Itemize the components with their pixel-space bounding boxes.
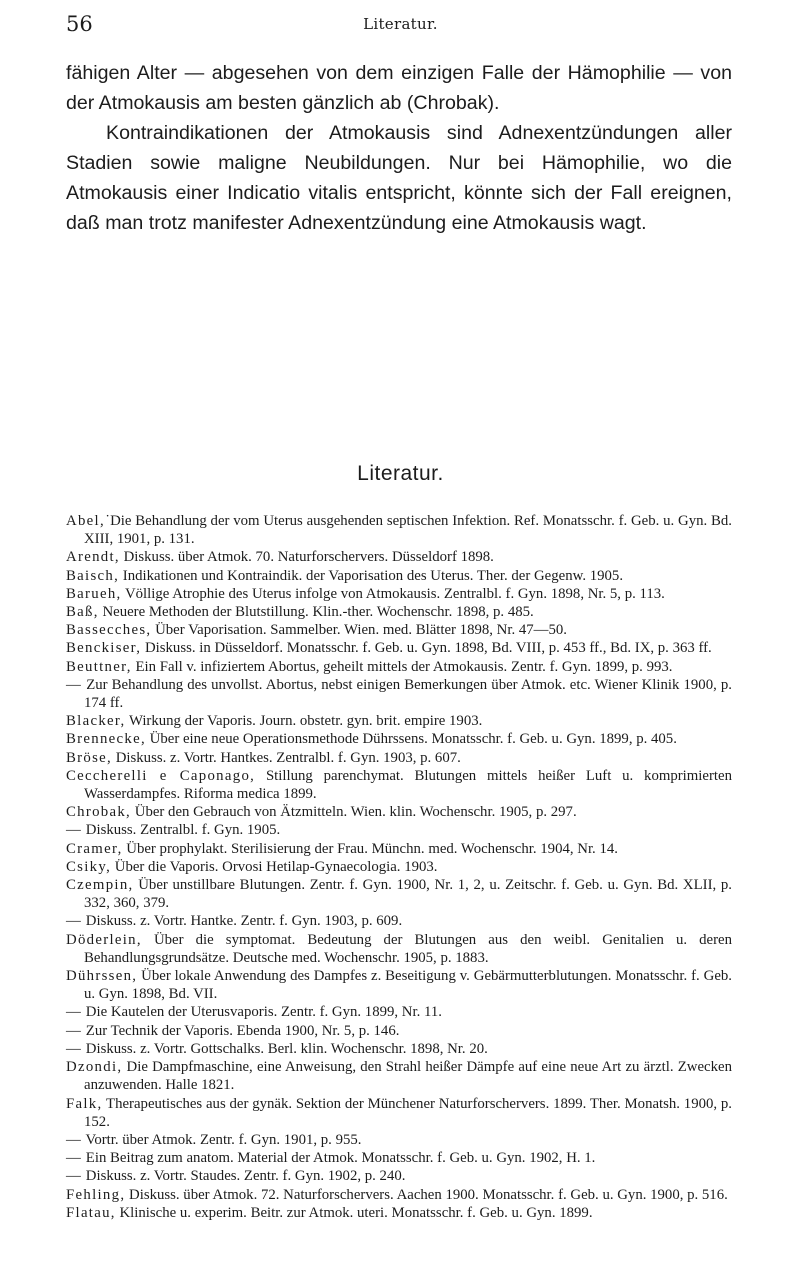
reference-text: Über lokale Anwendung des Dampfes z. Beseitigung v. Gebärmutterblutungen. Monatsschr. f. Geb. u. Gyn. 1898, Bd. VII. <box>84 968 732 1003</box>
reference-text: Über den Gebrauch von Ätzmitteln. Wien. klin. Wochenschr. 1905, p. 297. <box>131 804 577 821</box>
reference-author: Benckiser, <box>66 640 142 657</box>
reference-text: Zur Technik der Vaporis. Ebenda 1900, Nr. 5, p. 146. <box>82 1022 400 1039</box>
reference-author: Bröse, <box>66 749 113 766</box>
reference-entry <box>66 1149 732 1167</box>
reference-text: Therapeutisches aus der gynäk. Sektion der Münchener Naturforschervers. 1899. Ther. Monatsh. 1900, p. 152. <box>84 1095 732 1130</box>
reference-author: — <box>66 1131 83 1148</box>
page-header <box>0 12 801 38</box>
reference-author: Dührssen, <box>66 968 138 985</box>
reference-text: Diskuss. z. Vortr. Gottschalks. Berl. klin. Wochenschr. 1898, Nr. 20. <box>82 1040 488 1057</box>
reference-entry <box>66 712 732 730</box>
reference-text: Die Kautelen der Uterusvaporis. Zentr. f. Gyn. 1899, Nr. 11. <box>82 1004 442 1021</box>
reference-author: — <box>66 1168 83 1185</box>
reference-author: — <box>66 1004 83 1021</box>
reference-entry <box>66 585 732 603</box>
reference-author: Bassecches, <box>66 622 152 639</box>
reference-entry <box>66 803 732 821</box>
reference-text: Die Dampfmaschine, eine Anweisung, den Strahl heißer Dämpfe auf eine neue Art zu ärztl. Zwecken anzuwenden. Halle 1821. <box>84 1059 732 1094</box>
reference-text: Diskuss. Zentralbl. f. Gyn. 1905. <box>82 822 281 839</box>
reference-entry <box>66 767 732 803</box>
reference-entry <box>66 967 732 1003</box>
reference-text: Diskuss. über Atmok. 72. Naturforschervers. Aachen 1900. Monatsschr. f. Geb. u. Gyn. 1900, p. 516. <box>125 1186 728 1203</box>
body-text <box>66 58 732 238</box>
reference-entry <box>66 548 732 566</box>
reference-author: Csiky, <box>66 858 112 875</box>
reference-author: Brennecke, <box>66 731 146 748</box>
reference-author: Ceccherelli e Caponago, <box>66 767 256 784</box>
reference-text: Diskuss. in Düsseldorf. Monatsschr. f. Geb. u. Gyn. 1898, Bd. VIII, p. 453 ff., Bd. IX, p. 363 ff. <box>141 640 712 657</box>
reference-entry <box>66 821 732 839</box>
reference-entry <box>66 676 732 712</box>
reference-author: Fehling, <box>66 1186 126 1203</box>
reference-text: Ein Fall v. infiziertem Abortus, geheilt mittels der Atmokausis. Zentr. f. Gyn. 1899, p. 993. <box>131 658 673 675</box>
reference-text: Indikationen und Kontraindik. der Vaporisation des Uterus. Ther. der Gegenw. 1905. <box>119 567 624 584</box>
reference-entry <box>66 749 732 767</box>
reference-text: Völlige Atrophie des Uterus infolge von Atmokausis. Zentralbl. f. Gyn. 1898, Nr. 5, p. 113. <box>121 585 665 602</box>
reference-text: Klinische u. experim. Beitr. zur Atmok. uteri. Monatsschr. f. Geb. u. Gyn. 1899. <box>115 1204 593 1221</box>
reference-text: Stillung parenchymat. Blutungen mittels heißer Luft u. komprimierten Wasserdampfes. Riforma medica 1899. <box>84 767 732 803</box>
reference-text: Ein Beitrag zum anatom. Material der Atmok. Monatsschr. f. Geb. u. Gyn. 1902, H. 1. <box>82 1150 596 1167</box>
reference-entry <box>66 658 732 676</box>
page-number: 56 <box>66 12 93 36</box>
reference-text: Diskuss. z. Vortr. Hantke. Zentr. f. Gyn. 1903, p. 609. <box>82 913 403 930</box>
reference-text: Diskuss. z. Vortr. Hantkes. Zentralbl. f. Gyn. 1903, p. 607. <box>112 749 461 766</box>
reference-author: Abel, <box>66 513 105 529</box>
reference-entry <box>66 931 732 967</box>
reference-author: Arendt, <box>66 549 120 566</box>
reference-entry <box>66 1040 732 1058</box>
reference-author: — <box>66 1022 83 1039</box>
reference-author: — <box>66 1150 83 1167</box>
reference-author: Czempin, <box>66 877 134 894</box>
reference-text: ˙Die Behandlung der vom Uterus ausgehenden septischen Infektion. Ref. Monatsschr. f. Geb. u. Gyn. Bd. XIII, 1901, p. 131. <box>84 513 732 548</box>
reference-entry <box>66 639 732 657</box>
reference-entry <box>66 1058 732 1094</box>
section-heading: Literatur. <box>357 462 444 485</box>
running-head: Literatur. <box>363 15 438 33</box>
reference-author: Chrobak, <box>66 804 132 821</box>
reference-text: Über Vaporisation. Sammelber. Wien. med. Blätter 1898, Nr. 47—50. <box>151 622 567 639</box>
reference-entry <box>66 1095 732 1131</box>
reference-author: Baß, <box>66 604 99 621</box>
reference-entry <box>66 1022 732 1040</box>
reference-entry <box>66 621 732 639</box>
reference-author: Barueh, <box>66 585 122 602</box>
reference-text: Über eine neue Operationsmethode Dührssens. Monatsschr. f. Geb. u. Gyn. 1899, p. 405. <box>145 731 677 748</box>
reference-author: Falk, <box>66 1095 103 1112</box>
reference-text: Diskuss. z. Vortr. Staudes. Zentr. f. Gyn. 1902, p. 240. <box>82 1168 406 1185</box>
reference-text: Vortr. über Atmok. Zentr. f. Gyn. 1901, p. 955. <box>82 1131 362 1148</box>
reference-entry <box>66 1186 732 1204</box>
reference-author: Blacker, <box>66 713 126 730</box>
reference-entry <box>66 512 732 548</box>
reference-text: Wirkung der Vaporis. Journ. obstetr. gyn. brit. empire 1903. <box>125 713 483 730</box>
reference-author: Flatau, <box>66 1204 116 1221</box>
reference-entry <box>66 1167 732 1185</box>
paragraph: Kontraindikationen der Atmokausis sind Adnexentzündungen aller Stadien sowie maligne Neubildungen. Nur bei Hämophilie, wo die Atmokausis einer Indicatio vitalis entspricht, könnte sich der Fall ereignen, daß man trotz manifester Adnexentzündung eine Atmokausis wagt. <box>66 122 732 234</box>
reference-text: Zur Behandlung des unvollst. Abortus, nebst einigen Bemerkungen über Atmok. etc. Wiener Klinik 1900, p. 174 ff. <box>82 676 732 712</box>
reference-entry <box>66 567 732 585</box>
reference-text: Über die Vaporis. Orvosi Hetilap-Gynaecologia. 1903. <box>111 858 438 875</box>
reference-entry <box>66 876 732 912</box>
reference-author: Cramer, <box>66 840 123 857</box>
reference-author: Baisch, <box>66 567 120 584</box>
reference-entry <box>66 1131 732 1149</box>
reference-author: Beuttner, <box>66 658 132 675</box>
reference-entry <box>66 858 732 876</box>
reference-entry <box>66 840 732 858</box>
reference-author: — <box>66 676 83 693</box>
reference-entry <box>66 730 732 748</box>
reference-text: Über die symptomat. Bedeutung der Blutungen aus den weibl. Genitalien u. deren Behandlungsgrundsätze. Deutsche med. Wochenschr. 1905, p. 1883. <box>84 931 732 966</box>
reference-entry <box>66 1003 732 1021</box>
reference-author: Döderlein, <box>66 931 142 948</box>
reference-text: Diskuss. über Atmok. 70. Naturforschervers. Düsseldorf 1898. <box>119 549 494 566</box>
reference-text: Über prophylakt. Sterilisierung der Frau. Münchn. med. Wochenschr. 1904, Nr. 14. <box>122 840 618 857</box>
reference-author: Dzondi, <box>66 1059 123 1076</box>
reference-entry <box>66 603 732 621</box>
reference-entry <box>66 1204 732 1222</box>
reference-text: Über unstillbare Blutungen. Zentr. f. Gyn. 1900, Nr. 1, 2, u. Zeitschr. f. Geb. u. Gyn. Bd. XLII, p. 332, 360, 379. <box>84 877 732 912</box>
paragraph: fähigen Alter — abgesehen von dem einzigen Falle der Hämophilie — von der Atmokausis am besten gänzlich ab (Chrobak). <box>66 62 732 114</box>
reference-author: — <box>66 1040 83 1057</box>
reference-author: — <box>66 913 83 930</box>
reference-text: Neuere Methoden der Blutstillung. Klin.-ther. Wochenschr. 1898, p. 485. <box>98 604 534 621</box>
reference-entry <box>66 912 732 930</box>
reference-list <box>66 512 732 1222</box>
reference-author: — <box>66 822 83 839</box>
